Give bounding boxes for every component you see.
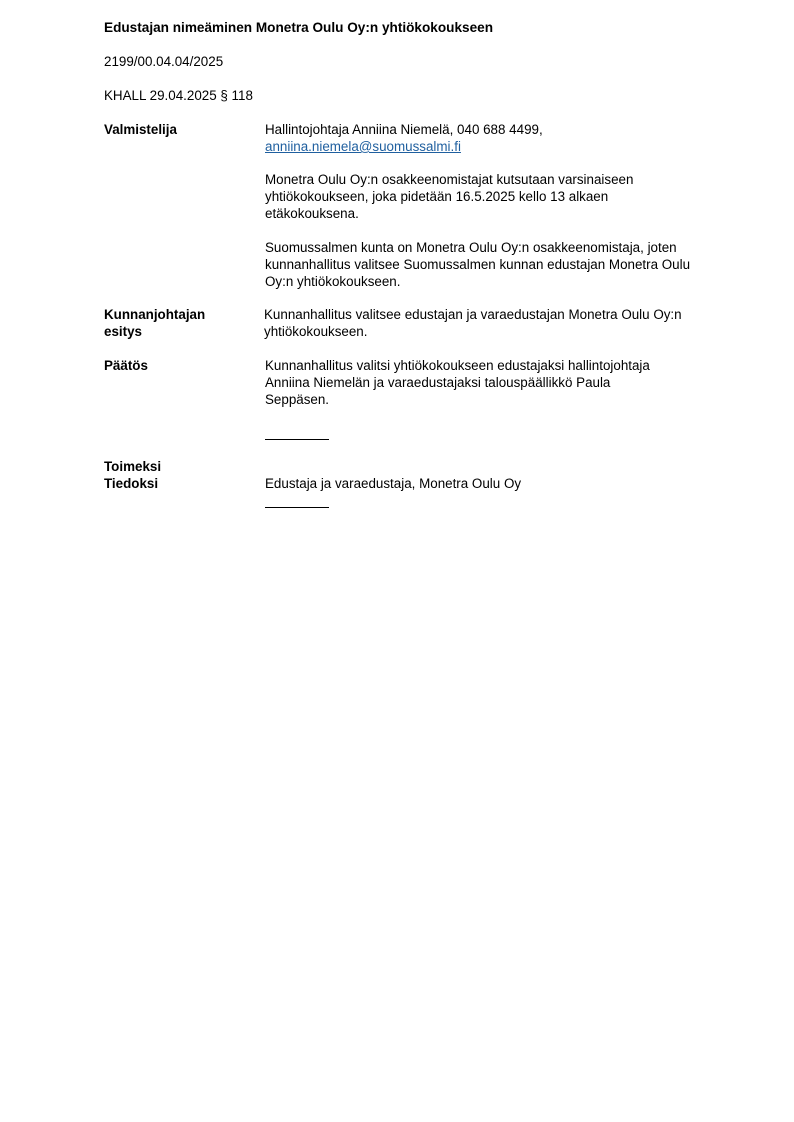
valmistelija-line: Hallintojohtaja Anniina Niemelä, 040 688 4499, [265,122,543,137]
paragraph-line: kunnanhallitus valitsee Suomussalmen kunnan edustajan Monetra Oulu [265,257,691,272]
paragraph-line: Suomussalmen kunta on Monetra Oulu Oy:n osakkeenomistaja, joten [265,240,677,255]
paatos-label: Päätös [104,358,148,373]
paragraph-line: Oy:n yhtiökokoukseen. [265,274,401,289]
paatos-content [265,357,735,408]
paragraph-line: Kunnanhallitus valitsee edustajan ja varaedustajan Monetra Oulu Oy:n [264,307,682,322]
tiedoksi-text: Edustaja ja varaedustaja, Monetra Oulu Oy [265,476,522,491]
esitys-label: Kunnanjohtajan [104,307,206,322]
divider-line [265,439,329,440]
valmistelija-paragraph-2 [265,239,735,290]
tiedoksi-content [265,475,735,492]
paragraph-line: etäkokouksena. [265,206,359,221]
valmistelija-paragraph-1 [265,171,735,222]
paragraph-line: Monetra Oulu Oy:n osakkeenomistajat kutsutaan varsinaiseen [265,172,634,187]
paragraph-line: yhtiökokoukseen. [264,324,368,339]
esitys-content [264,306,734,340]
meeting-reference: KHALL 29.04.2025 § 118 [104,88,253,103]
diary-number: 2199/00.04.04/2025 [104,54,224,69]
paragraph-line: Anniina Niemelän ja varaedustajaksi talouspäällikkö Paula [265,375,611,390]
paragraph-line: Kunnanhallitus valitsi yhtiökokoukseen edustajaksi hallintojohtaja [265,358,650,373]
paragraph-line: yhtiökokoukseen, joka pidetään 16.5.2025 kello 13 alkaen [265,189,609,204]
valmistelija-content [265,121,735,155]
valmistelija-label: Valmistelija [104,122,177,137]
divider-line [265,507,329,508]
paragraph-line: Seppäsen. [265,392,330,407]
esitys-label-second: esitys [104,324,142,339]
toimeksi-label: Toimeksi [104,459,162,474]
email-link[interactable]: anniina.niemela@suomussalmi.fi [265,139,461,154]
tiedoksi-label: Tiedoksi [104,476,159,491]
document-title: Edustajan nimeäminen Monetra Oulu Oy:n yhtiökokoukseen [104,20,494,35]
